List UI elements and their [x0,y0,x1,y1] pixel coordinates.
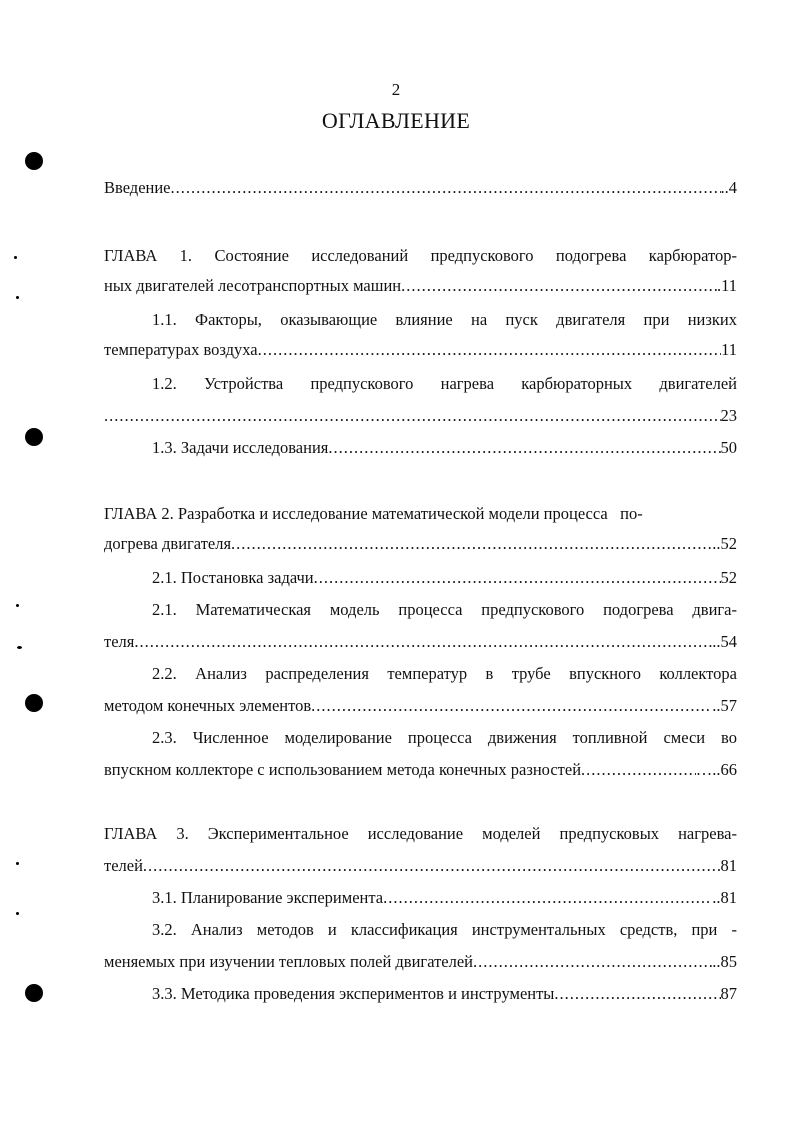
scan-speck [14,256,17,259]
chapter-1-heading-cont[interactable] [104,276,737,296]
binder-hole-mark [25,428,43,446]
dot-leader [328,438,720,458]
section-2-2[interactable]: 2.2. Анализ распределения температур в трубе впускного коллектора [152,664,737,683]
dot-leader [258,340,721,360]
dot-leader [231,534,712,554]
section-3-3[interactable] [152,984,737,1004]
dot-leader [554,984,720,1004]
dot-leader [473,952,712,972]
entry-label: меняемых при изучении тепловых полей двигателей [104,952,474,971]
binder-hole-mark [25,694,43,712]
page-ref: …..66 [695,760,737,779]
page-ref: 50 [720,438,737,457]
binder-hole-mark [25,152,43,170]
entry-label: телей [104,856,143,875]
chapter-3-heading[interactable]: ГЛАВА 3. Экспериментальное исследование моделей предпусковых нагрева- [104,824,737,843]
entry-label: методом конечных элементов [104,696,312,715]
dot-leader [134,632,712,652]
page-ref: 23 [720,406,737,425]
section-2-3-cont[interactable] [104,760,737,780]
section-3-1[interactable] [152,888,737,908]
entry-label: 1.3. Задачи исследования [152,438,329,457]
section-3-2[interactable]: 3.2. Анализ методов и классификация инструментальных средств, при - [152,920,737,939]
dot-leader [401,276,717,296]
page-ref: ..52 [712,534,737,553]
section-2-2-cont[interactable] [104,696,737,716]
toc-title: ОГЛАВЛЕНИЕ [321,108,471,133]
scan-speck [17,646,22,649]
page-ref: ..4 [720,178,737,197]
dot-leader [104,406,721,426]
page-ref: ..85 [712,952,737,971]
scan-speck [16,296,19,299]
scan-speck [16,862,19,865]
dot-leader [143,856,721,876]
section-3-2-cont[interactable] [104,952,737,972]
entry-label: 3.3. Методика проведения экспериментов и инструменты [152,984,555,1003]
dot-leader [581,760,696,780]
section-1-3[interactable] [152,438,737,458]
section-1-1-cont[interactable] [104,340,737,360]
page-ref: ..57 [712,696,737,715]
section-1-2[interactable]: 1.2. Устройства предпускового нагрева карбюраторных двигателей [152,374,737,393]
scan-speck [16,604,19,607]
entry-label: Введение [104,178,171,197]
toc-entry-intro[interactable] [104,178,737,198]
chapter-2-heading[interactable]: ГЛАВА 2. Разработка и исследование математической модели процесса по- [104,504,643,523]
dot-leader [171,178,721,198]
chapter-2-heading-cont[interactable] [104,534,737,554]
entry-label: впускном коллекторе с использованием метода конечных разностей [104,760,582,779]
page-ref: 87 [720,984,737,1003]
page-ref: .11 [716,276,737,295]
page-ref: 11 [721,340,737,359]
chapter-3-heading-cont[interactable] [104,856,737,876]
entry-label: догрева двигателя [104,534,232,553]
section-2-1[interactable] [152,568,737,588]
section-2-3[interactable]: 2.3. Численное моделирование процесса движения топливной смеси во [152,728,737,747]
section-1-1[interactable]: 1.1. Факторы, оказывающие влияние на пуск двигателя при низких [152,310,737,329]
page-ref: ..54 [712,632,737,651]
section-1-2-cont[interactable] [104,406,737,426]
entry-label: температурах воздуха [104,340,258,359]
page-ref: 52 [720,568,737,587]
dot-leader [383,888,712,908]
dot-leader [314,568,721,588]
page-number: 2 [391,80,401,99]
section-2-1b-cont[interactable] [104,632,737,652]
dot-leader [311,696,712,716]
chapter-1-heading[interactable]: ГЛАВА 1. Состояние исследований предпускового подогрева карбюратор- [104,246,737,265]
page-ref: 81 [720,856,737,875]
page-ref: ..81 [712,888,737,907]
section-2-1b[interactable]: 2.1. Математическая модель процесса предпускового подогрева двига- [152,600,737,619]
entry-label: ных двигателей лесотранспортных машин [104,276,402,295]
binder-hole-mark [25,984,43,1002]
scan-speck [16,912,19,915]
entry-label: теля [104,632,135,651]
entry-label: 2.1. Постановка задачи [152,568,314,587]
entry-label: 3.1. Планирование эксперимента [152,888,384,907]
